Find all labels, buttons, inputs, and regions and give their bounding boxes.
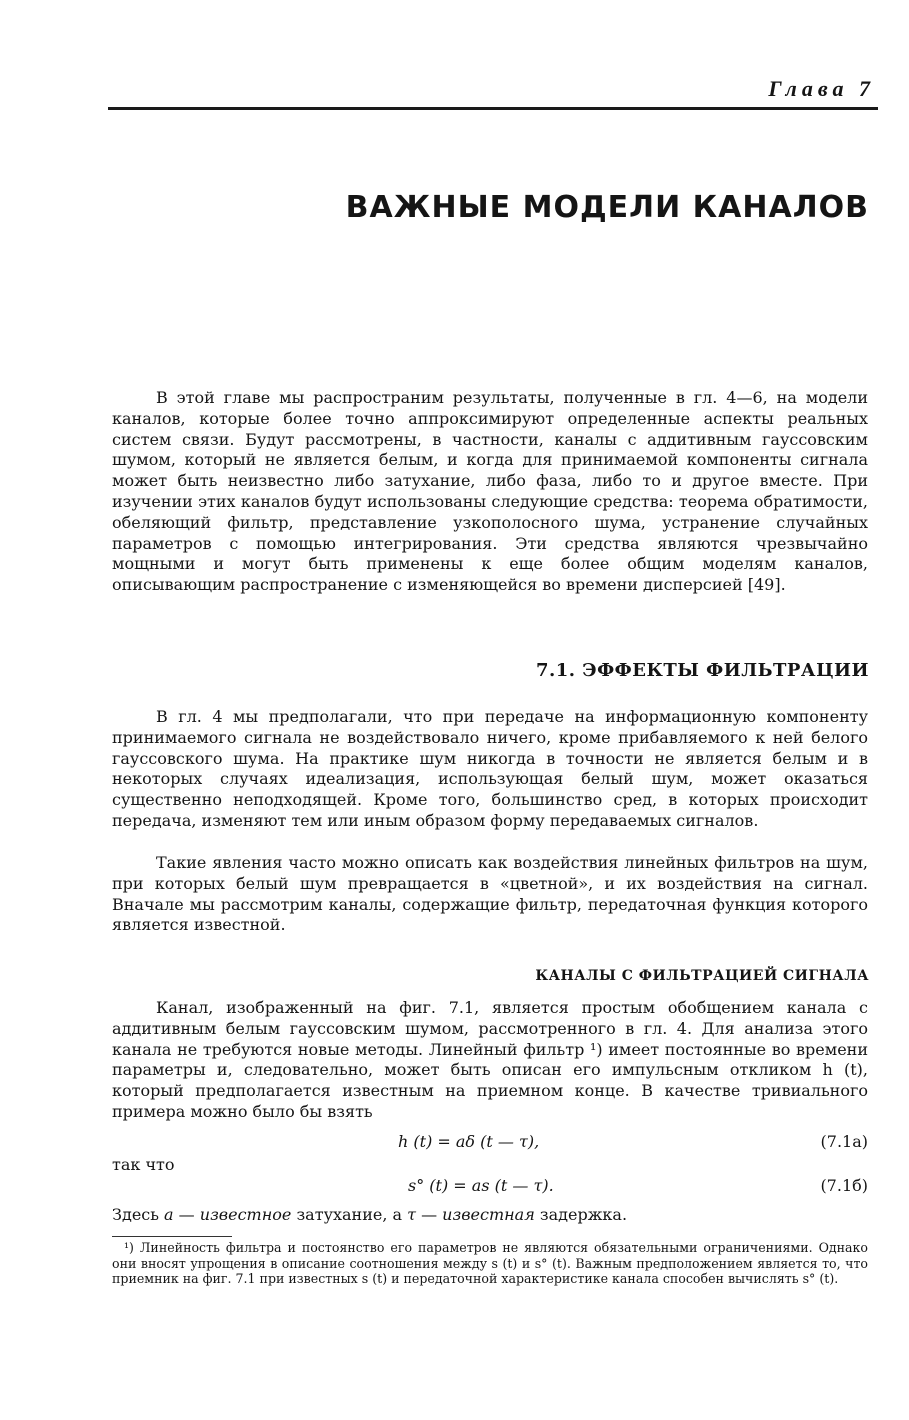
text-fragment: — bbox=[173, 1205, 200, 1224]
section-heading: 7.1. ЭФФЕКТЫ ФИЛЬТРАЦИИ bbox=[535, 660, 869, 681]
symbol-tau: τ bbox=[407, 1205, 416, 1224]
subsection-heading: КАНАЛЫ С ФИЛЬТРАЦИЕЙ СИГНАЛА bbox=[535, 968, 869, 984]
emphasis-text: известное bbox=[199, 1205, 292, 1224]
section-paragraph-1: В гл. 4 мы предполагали, что при передаче на информационную компоненту принимаемого сигнала не воздействовало ничего, кроме прибавляемого к ней белого гауссовского шума. На практике шум никогда в точности не является белым и в некоторых случаях идеализация, использующая белый шум, может оказаться существенно неподходящей. Кроме того, большинство сред, в которых происходит передача, изменяют тем или иным образом форму передаваемых сигналов. bbox=[112, 707, 868, 830]
text-fragment: затухание, а bbox=[291, 1205, 408, 1224]
equation-7-1a bbox=[112, 1132, 868, 1154]
emphasis-text: известная bbox=[442, 1205, 535, 1224]
text-fragment: — bbox=[416, 1205, 443, 1224]
definitions-line bbox=[112, 1205, 627, 1224]
equation-7-1b bbox=[112, 1176, 868, 1198]
intro-paragraph: В этой главе мы распространим результаты, полученные в гл. 4—6, на модели каналов, которые более точно аппроксимируют определенные аспекты реальных систем связи. Будут рассмотрены, в частности, каналы с аддитивным гауссовским шумом, который не является белым, и когда для принимаемой компоненты сигнала может быть неизвестно либо затухание, либо фаза, либо то и другое вместе. При изучении этих каналов будут использованы следующие средства: теорема обратимости, обеляющий фильтр, представление узкополосного шума, устранение случайных параметров с помощью интегрирования. Эти средства являются чрезвычайно мощными и могут быть применены к еще более общим моделям каналов, описывающим распространение с изменяющейся во времени дисперсией [49]. bbox=[112, 388, 868, 595]
equation-formula: s° (t) = as (t — τ). bbox=[408, 1176, 554, 1195]
chapter-label: Глава 7 bbox=[768, 76, 875, 101]
equation-number: (7.1a) bbox=[820, 1132, 868, 1151]
so-that-text: так что bbox=[112, 1155, 175, 1174]
section-paragraph-2: Такие явления часто можно описать как воздействия линейных фильтров на шум, при которых белый шум превращается в «цветной», и их воздействия на сигнал. Вначале мы рассмотрим каналы, содержащие фильтр, передаточная функция которого является известной. bbox=[112, 853, 868, 935]
text-fragment: Здесь bbox=[112, 1205, 165, 1224]
header-rule bbox=[108, 107, 878, 110]
symbol-a: a bbox=[164, 1205, 174, 1224]
equation-formula: h (t) = aδ (t — τ), bbox=[398, 1132, 540, 1151]
chapter-title: ВАЖНЫЕ МОДЕЛИ КАНАЛОВ bbox=[345, 190, 869, 225]
equation-number: (7.1б) bbox=[820, 1176, 868, 1195]
subsection-paragraph: Канал, изображенный на фиг. 7.1, является простым обобщением канала с аддитивным белым гауссовским шумом, рассмотренного в гл. 4. Для анализа этого канала не требуются новые методы. Линейный фильтр ¹) имеет постоянные во времени параметры и, следовательно, может быть описан его импульсным откликом h (t), который предполагается известным на приемном конце. В качестве тривиального примера можно было бы взять bbox=[112, 998, 868, 1121]
footnote-rule bbox=[112, 1236, 232, 1237]
text-fragment: задержка. bbox=[534, 1205, 628, 1224]
footnote: ¹) Линейность фильтра и постоянство его параметров не являются обязательными ограничениями. Однако они вносят упрощения в описание соотношения между s (t) и s° (t). Важным предположением является то, что приемник на фиг. 7.1 при известных s (t) и передаточной характеристике канала способен вычислять s° (t). bbox=[112, 1240, 868, 1287]
